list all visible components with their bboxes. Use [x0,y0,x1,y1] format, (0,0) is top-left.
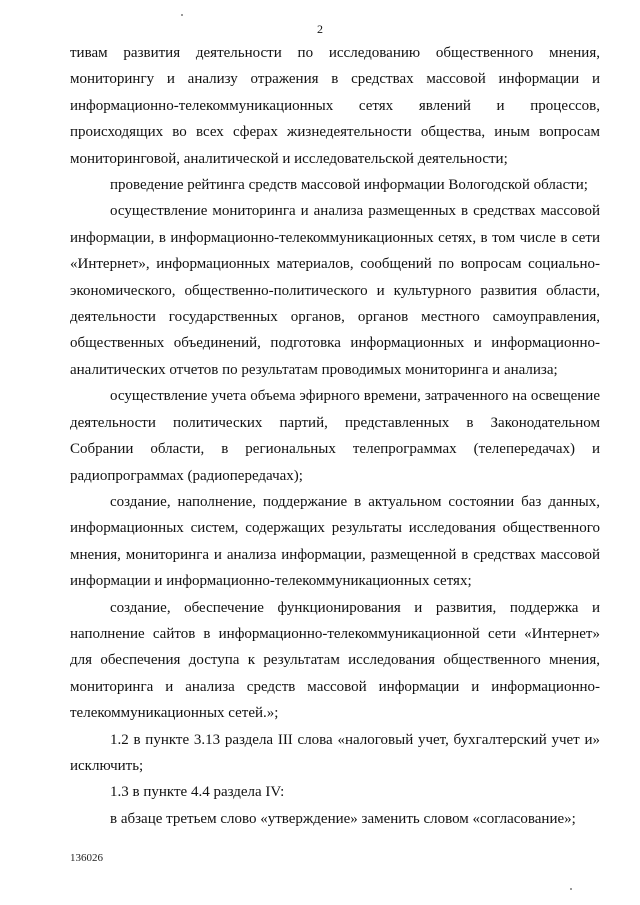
paragraph-item-1-2: 1.2 в пункте 3.13 раздела III слова «налоговый учет, бухгалтерский учет и» исключить; [70,731,600,774]
scan-speck [181,14,183,16]
page-number: 2 [317,22,323,36]
document-code: 136026 [70,852,103,864]
document-body [70,40,600,832]
paragraph-websites: создание, обеспечение функционирования и развития, поддержка и наполнение сайтов в информационно-телекоммуникационной сети «Интернет» для обеспечения доступа к результатам исследования общественного мнения, мониторинга и анализа средств массовой информации и информационно-телекоммуникационных сетей.»; [70,599,600,722]
paragraph-databases: создание, наполнение, поддержание в актуальном состоянии баз данных, информационных систем, содержащих результаты исследования общественного мнения, мониторинга и анализа информации, размещенной в средствах массовой информации и информационно-телекоммуникационных сетях; [70,493,600,590]
paragraph-airtime: осуществление учета объема эфирного времени, затраченного на освещение деятельности политических партий, представленных в Законодательном Собрании области, в региональных телепрограммах (телепередачах) и радиопрограммах (радиопередачах); [70,388,600,484]
paragraph-item-1-3: 1.3 в пункте 4.4 раздела IV: [110,784,285,801]
scan-speck [570,888,572,890]
paragraph-continuation: тивам развития деятельности по исследованию общественного мнения, мониторингу и анализу отражения в средствах массовой информации и информационно-телекоммуникационных сетях явлений и процессов, происходящих во всех сферах жизнедеятельности общества, иным вопросам мониторинговой, аналитической и исследовательской деятельности; [70,45,600,167]
paragraph-replace-word: в абзаце третьем слово «утверждение» заменить словом «согласование»; [110,810,576,827]
paragraph-monitoring: осуществление мониторинга и анализа размещенных в средствах массовой информации, в информационно-телекоммуникационных сетях, в том числе в сети «Интернет», информационных материалов, сообщений по вопросам социально-экономического, общественно-политического и культурного развития области, деятельности государственных органов, органов местного самоуправления, общественных объединений, подготовка информационных и информационно-аналитических отчетов по результатам проводимых мониторинга и анализа; [70,203,600,378]
paragraph-rating: проведение рейтинга средств массовой информации Вологодской области; [110,177,588,194]
